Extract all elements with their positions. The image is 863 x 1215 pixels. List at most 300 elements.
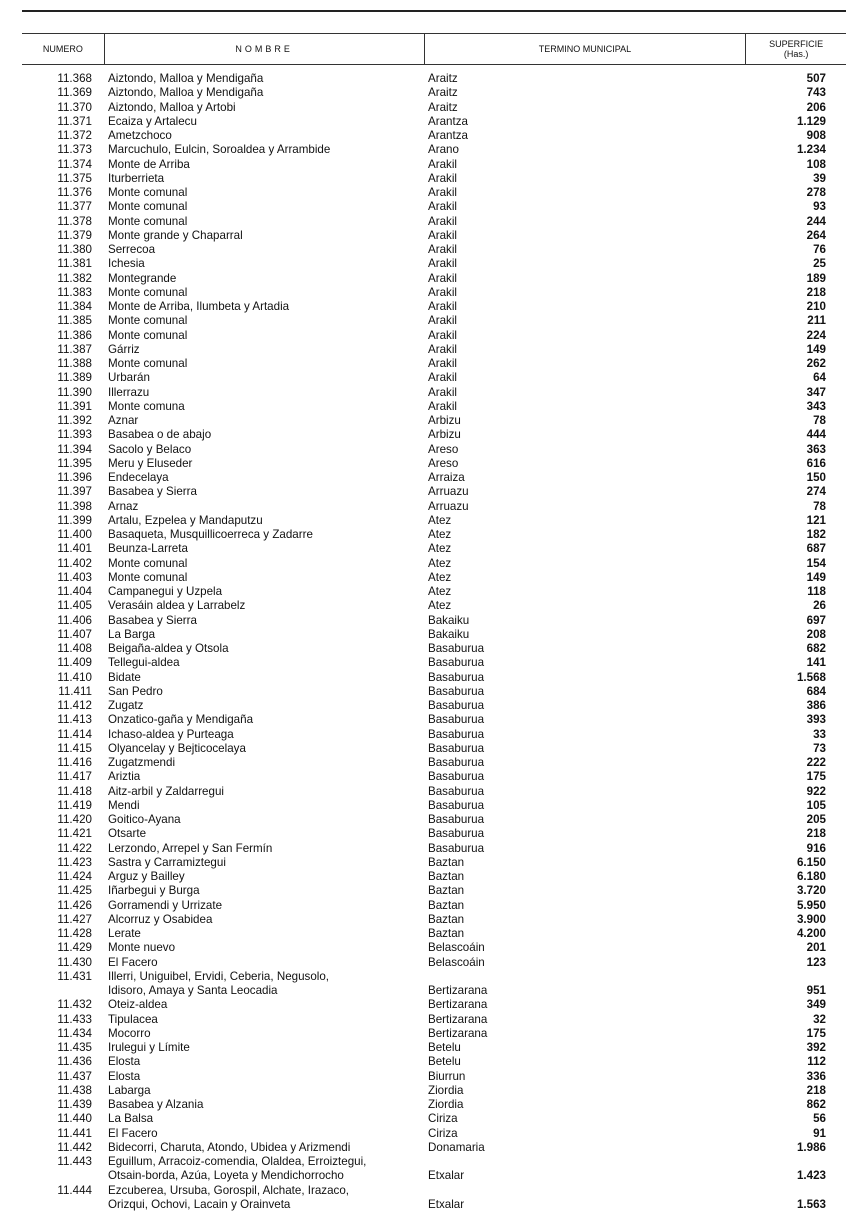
row-superficie: 616 xyxy=(806,456,826,470)
row-termino: Baztan xyxy=(428,855,465,869)
row-numero: 11.393 xyxy=(57,428,92,442)
row-nombre xyxy=(108,1112,423,1126)
row-nombre-line: Monte comunal xyxy=(108,200,188,214)
row-numero: 11.371 xyxy=(57,114,92,128)
row-nombre-line: Sastra y Carramiztegui xyxy=(108,855,226,869)
row-numero: 11.385 xyxy=(57,314,92,328)
row-nombre-line: Ichaso-aldea y Purteaga xyxy=(108,727,234,741)
row-nombre-line: Goitico-Ayana xyxy=(108,813,181,826)
row-numero: 11.379 xyxy=(57,228,92,242)
row-superficie: 76 xyxy=(813,243,826,256)
table-row xyxy=(0,428,863,442)
row-superficie: 908 xyxy=(806,129,826,142)
row-superficie: 205 xyxy=(806,813,826,826)
row-termino: Basaburua xyxy=(428,784,485,798)
row-termino: Etxalar xyxy=(428,1169,465,1183)
row-termino: Araitz xyxy=(428,72,458,85)
row-numero: 11.407 xyxy=(57,627,92,641)
row-superficie: 154 xyxy=(806,556,826,570)
header-superficie-label: SUPERFICIE xyxy=(769,39,824,49)
row-nombre-line: Olyancelay y Bejticocelaya xyxy=(108,741,246,755)
row-numero: 11.410 xyxy=(57,670,92,684)
row-nombre xyxy=(108,827,423,841)
row-superficie: 5.950 xyxy=(796,898,826,912)
row-numero: 11.429 xyxy=(57,941,92,955)
row-nombre xyxy=(108,1098,423,1112)
row-numero: 11.390 xyxy=(57,385,92,399)
table-row xyxy=(0,542,863,556)
row-nombre-line: Monte comunal xyxy=(108,285,188,299)
row-nombre xyxy=(108,656,423,670)
row-numero: 11.415 xyxy=(57,741,92,755)
row-nombre xyxy=(108,286,423,300)
row-nombre xyxy=(108,913,423,927)
row-termino: Arakil xyxy=(428,342,457,356)
row-nombre xyxy=(108,1055,423,1069)
table-row xyxy=(0,1155,863,1184)
row-superficie: 218 xyxy=(806,827,826,841)
table-row xyxy=(0,1098,863,1112)
table-row xyxy=(0,1027,863,1041)
row-numero: 11.425 xyxy=(57,884,92,898)
table-row xyxy=(0,485,863,499)
row-numero: 11.377 xyxy=(57,200,92,214)
row-superficie: 684 xyxy=(806,684,826,698)
table-row xyxy=(0,970,863,999)
table-row xyxy=(0,927,863,941)
row-termino: Baztan xyxy=(428,898,465,912)
row-termino: Atez xyxy=(428,570,452,584)
table-row xyxy=(0,200,863,214)
row-termino: Ziordia xyxy=(428,1083,464,1097)
table-row xyxy=(0,443,863,457)
row-termino: Arruazu xyxy=(428,499,469,513)
row-numero: 11.431 xyxy=(57,969,92,983)
row-nombre-line: Beunza-Larreta xyxy=(108,542,188,556)
row-superficie: 1.563 xyxy=(796,1197,826,1211)
row-termino: Basaburua xyxy=(428,642,485,655)
row-nombre-line: Elosta xyxy=(108,1069,141,1083)
row-superficie: 386 xyxy=(806,699,826,712)
row-nombre-line: Beigaña-aldea y Otsola xyxy=(108,642,229,655)
row-termino: Etxalar xyxy=(428,1197,465,1211)
row-superficie: 33 xyxy=(813,727,826,741)
header-superficie-unit: (Has.) xyxy=(783,49,809,59)
row-nombre xyxy=(108,1155,423,1184)
table-row xyxy=(0,115,863,129)
row-termino: Baztan xyxy=(428,912,465,926)
row-superficie: 121 xyxy=(806,513,826,527)
row-termino: Arruazu xyxy=(428,485,469,499)
row-nombre xyxy=(108,1084,423,1098)
row-nombre xyxy=(108,414,423,428)
row-nombre-line: El Facero xyxy=(108,955,158,969)
row-termino: Arakil xyxy=(428,399,457,413)
table-row xyxy=(0,1013,863,1027)
row-numero: 11.395 xyxy=(57,456,92,470)
table-row xyxy=(0,257,863,271)
row-termino: Arbizu xyxy=(428,414,461,427)
table-row xyxy=(0,656,863,670)
row-nombre-line: Aiztondo, Malloa y Artobi xyxy=(108,100,236,114)
table-row xyxy=(0,1112,863,1126)
row-nombre xyxy=(108,557,423,571)
row-termino: Arantza xyxy=(428,129,468,142)
row-superficie: 3.720 xyxy=(796,884,826,898)
row-numero: 11.372 xyxy=(57,129,92,142)
row-superficie: 274 xyxy=(806,485,826,499)
row-nombre xyxy=(108,485,423,499)
row-nombre-line: Monte comunal xyxy=(108,328,188,342)
row-superficie: 347 xyxy=(806,385,826,399)
row-superficie: 150 xyxy=(806,471,826,484)
row-nombre xyxy=(108,856,423,870)
row-termino: Donamaria xyxy=(428,1140,485,1154)
row-nombre-line: Orizqui, Ochovi, Lacain y Orainveta xyxy=(108,1197,291,1211)
table-row xyxy=(0,685,863,699)
table-row xyxy=(0,941,863,955)
table-row xyxy=(0,229,863,243)
row-nombre-line: Monte comunal xyxy=(108,186,188,199)
table-row xyxy=(0,884,863,898)
row-nombre xyxy=(108,813,423,827)
row-superficie: 108 xyxy=(806,157,826,171)
row-superficie: 208 xyxy=(806,627,826,641)
row-superficie: 862 xyxy=(806,1098,826,1111)
table-row xyxy=(0,272,863,286)
row-nombre-line: Ezcuberea, Ursuba, Gorospil, Alchate, Irazaco, xyxy=(108,1183,350,1197)
row-termino: Arakil xyxy=(428,300,457,313)
row-numero: 11.391 xyxy=(57,399,92,413)
row-nombre xyxy=(108,443,423,457)
row-termino: Arakil xyxy=(428,171,457,185)
table-row xyxy=(0,371,863,385)
row-nombre xyxy=(108,1027,423,1041)
row-superficie: 363 xyxy=(806,442,826,456)
table-row xyxy=(0,699,863,713)
table-row xyxy=(0,728,863,742)
row-numero: 11.423 xyxy=(57,855,92,869)
table-row xyxy=(0,642,863,656)
row-nombre-line: Zugatz xyxy=(108,699,144,712)
row-termino: Biurrun xyxy=(428,1069,466,1083)
row-nombre-line: Otsain-borda, Azúa, Loyeta y Mendichorrocho xyxy=(108,1169,344,1183)
table-row xyxy=(0,86,863,100)
row-superficie: 141 xyxy=(806,656,826,670)
row-nombre xyxy=(108,884,423,898)
row-nombre xyxy=(108,200,423,214)
row-nombre-line: Elosta xyxy=(108,1055,141,1069)
row-numero: 11.369 xyxy=(57,86,92,100)
row-termino: Baztan xyxy=(428,884,465,898)
row-nombre xyxy=(108,699,423,713)
row-termino: Basaburua xyxy=(428,741,485,755)
row-termino: Bertizarana xyxy=(428,984,488,997)
row-superficie: 682 xyxy=(806,642,826,655)
row-nombre xyxy=(108,129,423,143)
row-superficie: 244 xyxy=(806,214,826,228)
row-superficie: 1.568 xyxy=(796,670,826,684)
row-termino: Belascoáin xyxy=(428,941,485,955)
row-numero: 11.406 xyxy=(57,613,92,627)
row-superficie: 922 xyxy=(806,784,826,798)
row-nombre-line: Arguz y Bailley xyxy=(108,870,185,883)
row-superficie: 149 xyxy=(806,342,826,356)
row-termino: Arakil xyxy=(428,257,457,271)
row-superficie: 25 xyxy=(813,257,826,271)
row-superficie: 951 xyxy=(806,984,826,997)
row-nombre xyxy=(108,1141,423,1155)
row-termino: Betelu xyxy=(428,1041,461,1054)
row-termino: Arakil xyxy=(428,314,457,328)
row-nombre xyxy=(108,785,423,799)
table-row xyxy=(0,471,863,485)
row-nombre xyxy=(108,628,423,642)
table-row xyxy=(0,300,863,314)
row-numero: 11.402 xyxy=(57,556,92,570)
row-numero: 11.416 xyxy=(57,756,92,769)
row-nombre xyxy=(108,927,423,941)
row-nombre-line: Marcuchulo, Eulcin, Soroaldea y Arrambide xyxy=(108,143,331,157)
row-numero: 11.397 xyxy=(57,485,92,499)
row-nombre-line: Iturberrieta xyxy=(108,171,165,185)
row-nombre-line: Verasáin aldea y Larrabelz xyxy=(108,599,246,613)
row-termino: Areso xyxy=(428,456,459,470)
row-numero: 11.408 xyxy=(57,642,92,655)
header-numero: NUMERO xyxy=(42,44,83,54)
row-termino: Arakil xyxy=(428,385,457,399)
row-termino: Arbizu xyxy=(428,428,461,442)
row-termino: Basaburua xyxy=(428,798,485,812)
row-numero: 11.383 xyxy=(57,285,92,299)
row-superficie: 336 xyxy=(806,1069,826,1083)
table-row xyxy=(0,1141,863,1155)
row-numero: 11.404 xyxy=(57,585,92,598)
row-nombre-line: Basabea y Alzania xyxy=(108,1098,204,1111)
row-numero: 11.392 xyxy=(57,414,92,427)
table-row xyxy=(0,528,863,542)
row-numero: 11.389 xyxy=(57,371,92,385)
row-nombre xyxy=(108,728,423,742)
row-termino: Bakaiku xyxy=(428,627,470,641)
row-nombre-line: Monte comunal xyxy=(108,556,188,570)
row-termino: Atez xyxy=(428,599,452,613)
row-nombre xyxy=(108,300,423,314)
row-numero: 11.424 xyxy=(57,870,92,883)
row-nombre-line: Aitz-arbil y Zaldarregui xyxy=(108,784,224,798)
row-superficie: 507 xyxy=(806,72,826,85)
row-nombre-line: Urbarán xyxy=(108,371,150,385)
row-nombre-line: Bidate xyxy=(108,670,141,684)
row-superficie: 687 xyxy=(806,542,826,556)
row-termino: Arraiza xyxy=(428,471,465,484)
row-termino: Atez xyxy=(428,585,452,598)
row-numero: 11.412 xyxy=(57,699,92,712)
table-row xyxy=(0,357,863,371)
row-numero: 11.420 xyxy=(57,813,92,826)
row-numero: 11.370 xyxy=(57,100,92,114)
table-row xyxy=(0,799,863,813)
header-termino: TERMINO MUNICIPAL xyxy=(424,34,746,64)
row-numero: 11.419 xyxy=(57,798,92,812)
header-nombre: NOMBRE xyxy=(104,34,424,64)
row-nombre xyxy=(108,970,423,999)
row-numero: 11.401 xyxy=(57,542,92,556)
row-numero: 11.418 xyxy=(57,784,92,798)
table-row xyxy=(0,713,863,727)
row-superficie: 78 xyxy=(813,499,826,513)
table-row xyxy=(0,628,863,642)
row-nombre-line: Monte comunal xyxy=(108,570,188,584)
table-row xyxy=(0,899,863,913)
table-row xyxy=(0,1070,863,1084)
row-nombre xyxy=(108,343,423,357)
row-nombre-line: Otsarte xyxy=(108,827,147,841)
row-nombre xyxy=(108,1127,423,1141)
row-numero: 11.444 xyxy=(57,1183,92,1197)
row-numero: 11.443 xyxy=(57,1155,92,1168)
row-superficie: 206 xyxy=(806,100,826,114)
row-superficie: 218 xyxy=(806,285,826,299)
row-termino: Bertizarana xyxy=(428,1026,488,1040)
row-nombre-line: San Pedro xyxy=(108,684,163,698)
row-superficie: 1.234 xyxy=(796,143,826,157)
table-row xyxy=(0,1184,863,1213)
row-superficie: 91 xyxy=(813,1126,826,1140)
row-termino: Basaburua xyxy=(428,827,485,841)
row-numero: 11.405 xyxy=(57,599,92,613)
row-termino: Atez xyxy=(428,528,452,541)
row-nombre xyxy=(108,314,423,328)
row-nombre-line: Monte grande y Chaparral xyxy=(108,228,243,242)
row-nombre-line: Onzatico-gaña y Mendigaña xyxy=(108,713,254,727)
table-row xyxy=(0,286,863,300)
row-numero: 11.430 xyxy=(57,955,92,969)
row-numero: 11.440 xyxy=(57,1112,92,1126)
row-nombre-line: Monte de Arriba xyxy=(108,157,190,171)
row-nombre xyxy=(108,998,423,1012)
row-numero: 11.384 xyxy=(57,300,92,313)
row-numero: 11.411 xyxy=(58,684,92,698)
row-nombre xyxy=(108,257,423,271)
row-nombre xyxy=(108,471,423,485)
row-termino: Arakil xyxy=(428,328,457,342)
row-nombre xyxy=(108,357,423,371)
row-nombre xyxy=(108,457,423,471)
row-nombre-line: Monte comunal xyxy=(108,314,188,328)
row-numero: 11.427 xyxy=(57,912,92,926)
row-superficie: 1.129 xyxy=(796,114,826,128)
row-nombre xyxy=(108,599,423,613)
table-row xyxy=(0,671,863,685)
table-row xyxy=(0,742,863,756)
row-nombre xyxy=(108,956,423,970)
row-nombre-line: Aiztondo, Malloa y Mendigaña xyxy=(108,86,264,100)
row-nombre-line: Montegrande xyxy=(108,271,177,285)
row-nombre xyxy=(108,272,423,286)
table-row xyxy=(0,1041,863,1055)
row-nombre xyxy=(108,642,423,656)
row-termino: Areso xyxy=(428,442,459,456)
row-termino: Basaburua xyxy=(428,841,485,855)
row-numero: 11.400 xyxy=(57,528,92,541)
row-superficie: 6.150 xyxy=(796,855,826,869)
row-nombre-line: Lerzondo, Arrepel y San Fermín xyxy=(108,841,273,855)
row-superficie: 56 xyxy=(813,1112,826,1126)
row-superficie: 211 xyxy=(807,314,826,328)
row-nombre xyxy=(108,756,423,770)
row-superficie: 1.986 xyxy=(796,1140,826,1154)
row-numero: 11.422 xyxy=(57,841,92,855)
row-nombre-line: Artalu, Ezpelea y Mandaputzu xyxy=(108,513,263,527)
row-superficie: 743 xyxy=(806,86,826,100)
row-termino: Arakil xyxy=(428,371,457,385)
row-superficie: 916 xyxy=(806,841,826,855)
row-nombre xyxy=(108,1041,423,1055)
row-termino: Arakil xyxy=(428,243,457,256)
row-numero: 11.399 xyxy=(57,513,92,527)
row-termino: Atez xyxy=(428,542,452,556)
row-termino: Ciriza xyxy=(428,1126,458,1140)
row-nombre-line: Lerate xyxy=(108,927,141,940)
table-row xyxy=(0,756,863,770)
row-nombre xyxy=(108,1070,423,1084)
row-numero: 11.435 xyxy=(57,1041,92,1054)
row-nombre-line: Basabea y Sierra xyxy=(108,485,197,499)
row-superficie: 123 xyxy=(806,955,826,969)
table-row xyxy=(0,913,863,927)
row-superficie: 93 xyxy=(813,200,826,214)
row-nombre-line: La Balsa xyxy=(108,1112,154,1126)
table-row xyxy=(0,585,863,599)
row-nombre-line: Ichesia xyxy=(108,257,145,271)
row-superficie: 349 xyxy=(806,998,826,1012)
row-nombre xyxy=(108,371,423,385)
row-numero: 11.375 xyxy=(57,171,92,185)
row-numero: 11.414 xyxy=(57,727,92,741)
row-superficie: 105 xyxy=(806,798,826,812)
table-row xyxy=(0,158,863,172)
row-nombre xyxy=(108,1013,423,1027)
table-row xyxy=(0,514,863,528)
row-numero: 11.421 xyxy=(57,827,92,841)
row-superficie: 4.200 xyxy=(796,927,826,940)
row-termino: Basaburua xyxy=(428,727,485,741)
row-nombre xyxy=(108,101,423,115)
row-superficie: 278 xyxy=(806,186,826,199)
row-superficie: 224 xyxy=(806,328,826,342)
row-nombre-line: Gorramendi y Urrizate xyxy=(108,898,223,912)
row-superficie: 26 xyxy=(813,599,826,613)
row-numero: 11.394 xyxy=(57,442,92,456)
row-numero: 11.374 xyxy=(57,157,92,171)
row-numero: 11.428 xyxy=(57,927,92,940)
header-superficie xyxy=(745,34,846,64)
row-nombre xyxy=(108,742,423,756)
table-row xyxy=(0,785,863,799)
row-nombre-line: Basaqueta, Musquillicoerreca y Zadarre xyxy=(108,528,313,541)
row-numero: 11.381 xyxy=(57,257,92,271)
row-nombre-line: Idisoro, Amaya y Santa Leocadia xyxy=(108,984,278,997)
table-row xyxy=(0,215,863,229)
row-termino: Bakaiku xyxy=(428,613,470,627)
row-nombre-line: Aznar xyxy=(108,414,139,427)
row-superficie: 112 xyxy=(807,1055,826,1069)
table-row xyxy=(0,400,863,414)
table-row xyxy=(0,129,863,143)
row-superficie: 149 xyxy=(806,570,826,584)
row-nombre xyxy=(108,229,423,243)
